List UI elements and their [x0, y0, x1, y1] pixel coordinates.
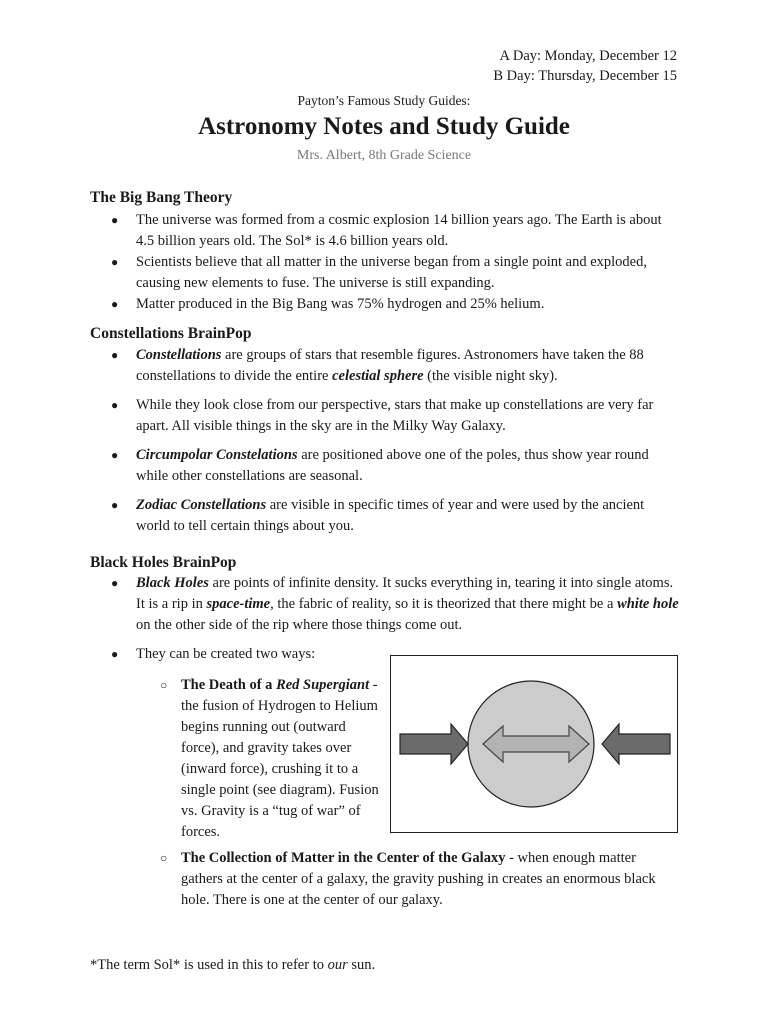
way-red-supergiant: ○ The Death of a Red Supergiant - the fusion of Hydrogen to Helium begins running out (outward force), and gravity takes over (inward force), crushing it to a single point (see diagram). Fusion vs. Gravity is a “tug of war” of forces.: [160, 677, 379, 840]
bullet-icon: ●: [111, 297, 119, 311]
list-item: ● Zodiac Constellations are visible in specific times of year and were used by the ancient world to tell certain things about you.: [111, 497, 645, 534]
b-day-date: B Day: Thursday, December 15: [493, 68, 677, 84]
page-title: Astronomy Notes and Study Guide: [198, 113, 570, 140]
bullet-icon: ●: [111, 255, 119, 269]
bullet-icon: ●: [111, 448, 119, 462]
bullet-icon: ●: [111, 647, 119, 661]
list-item: ● Matter produced in the Big Bang was 75% hydrogen and 25% helium.: [90, 294, 680, 315]
schedule-dates: [493, 46, 677, 86]
list-item: ● Black Holes are points of infinite density. It sucks everything in, tearing it into single atoms. It is a rip in space-time, the fabric of reality, so it is theorized that there might be a white hole on the other side of the rip where those things come out.: [111, 575, 679, 633]
way-galaxy-center: ○ The Collection of Matter in the Center of the Galaxy - when enough matter gathers at the center of a galaxy, the gravity pushing in creates an enormous black hole. There is one at the center of our galaxy.: [160, 850, 656, 908]
list-item: ● Scientists believe that all matter in the universe began from a single point and exploded, causing new elements to fuse. The universe is still expanding.: [111, 254, 647, 291]
heading-black-holes: Black Holes BrainPop: [90, 554, 237, 571]
heading-constellations: Constellations BrainPop: [90, 325, 252, 342]
gravity-arrow-left: [400, 724, 468, 764]
a-day-date: A Day: Monday, December 12: [499, 48, 677, 64]
brand-subtitle: Payton’s Famous Study Guides:: [297, 93, 471, 108]
list-item: ● The universe was formed from a cosmic explosion 14 billion years ago. The Earth is about 4.5 billion years old. The Sol* is 4.6 billion years old.: [111, 212, 662, 249]
list-item: ● Constellations are groups of stars that resemble figures. Astronomers have taken the 88 constellations to divide the entire celestial sphere (the visible night sky).: [111, 347, 644, 384]
diagram-svg: [391, 656, 677, 832]
bullet-icon: ●: [111, 498, 119, 512]
author-line: Mrs. Albert, 8th Grade Science: [296, 148, 472, 163]
heading-big-bang: The Big Bang Theory: [90, 189, 233, 206]
black-holes-list: [90, 573, 680, 665]
bullet-icon: ●: [111, 213, 119, 227]
bullet-icon: ●: [111, 398, 119, 412]
list-item: ● They can be created two ways:: [90, 644, 680, 665]
list-item: ● While they look close from our perspective, stars that make up constellations are very far apart. All visible things in the sky are in the Milky Way Galaxy.: [111, 397, 654, 434]
list-item: ● Circumpolar Constelations are positioned above one of the poles, thus show year round while other constellations are seasonal.: [111, 447, 649, 484]
big-bang-list: [90, 210, 680, 315]
sub-bullet-icon: ○: [160, 678, 168, 692]
gravity-arrow-right: [602, 724, 670, 764]
footnote: *The term Sol* is used in this to refer to our sun.: [90, 957, 376, 973]
fusion-vs-gravity-diagram: [390, 655, 678, 833]
constellations-list: [90, 345, 680, 537]
bullet-icon: ●: [111, 348, 119, 362]
sub-bullet-icon: ○: [160, 851, 168, 865]
bullet-icon: ●: [111, 576, 119, 590]
